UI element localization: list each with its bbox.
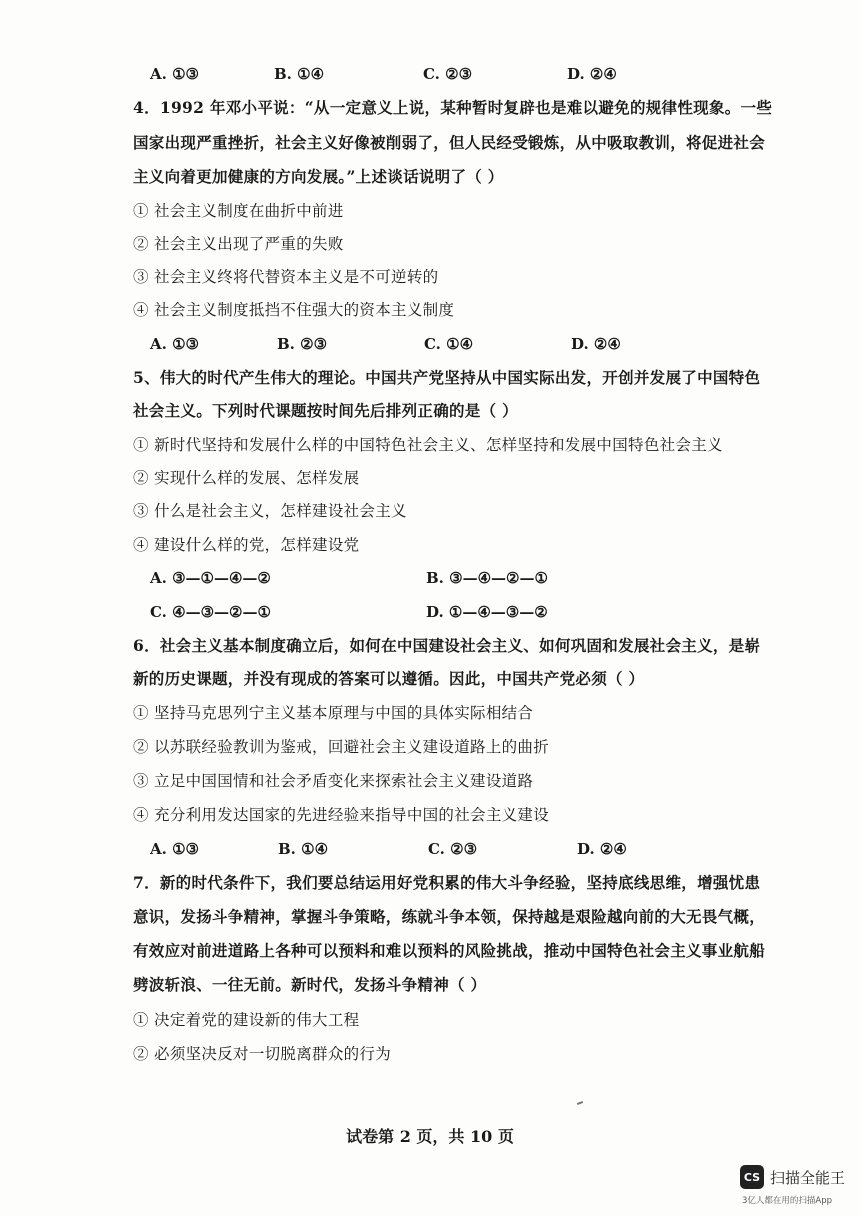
q6-option-a: A. ①③ <box>150 840 199 858</box>
q5-item-3: ③ 什么是社会主义，怎样建设社会主义 <box>133 502 407 520</box>
q6-item-3: ③ 立足中国国情和社会矛盾变化来探索社会主义建设道路 <box>133 772 534 790</box>
q6-option-c: C. ②③ <box>428 840 478 858</box>
q7-item-1: ① 决定着党的建设新的伟大工程 <box>133 1011 360 1029</box>
q4-item-2: ② 社会主义出现了严重的失败 <box>133 235 344 253</box>
q7-stem-line-2: 意识，发扬斗争精神，掌握斗争策略，练就斗争本领，保持越是艰险越向前的大无畏气概， <box>133 907 766 926</box>
q7-stem-line-3: 有效应对前进道路上各种可以预料和难以预料的风险挑战，推动中国特色社会主义事业航船 <box>133 941 766 960</box>
q5-option-c: C. ④—③—②—① <box>150 603 271 621</box>
q5-stem-line-2: 社会主义。下列时代课题按时间先后排列正确的是（ ） <box>133 401 518 420</box>
camscanner-icon: CS <box>740 1165 764 1189</box>
q4-item-4: ④ 社会主义制度抵挡不住强大的资本主义制度 <box>133 301 455 319</box>
q6-stem-line-2: 新的历史课题，并没有现成的答案可以遵循。因此，中国共产党必须（ ） <box>133 669 645 688</box>
q5-option-b: B. ③—④—②—① <box>426 569 548 587</box>
q4-item-3: ③ 社会主义终将代替资本主义是不可逆转的 <box>133 268 439 286</box>
q3-option-a: A. ①③ <box>150 65 199 83</box>
q3-option-b: B. ①④ <box>274 65 325 83</box>
q4-stem-line-2: 国家出现严重挫折，社会主义好像被削弱了，但人民经受锻炼，从中吸取教训，将促进社会 <box>133 133 766 152</box>
q7-stem-line-1: 7．新的时代条件下，我们要总结运用好党积累的伟大斗争经验，坚持底线思维，增强忧患 <box>133 873 761 892</box>
q4-stem-line-1: 4．1992 年邓小平说：“从一定意义上说，某种暂时复辟也是难以避免的规律性现象。一些 <box>133 98 773 117</box>
q7-stem-line-4: 劈波斩浪、一往无前。新时代，发扬斗争精神（ ） <box>133 975 487 994</box>
q4-stem-line-3: 主义向着更加健康的方向发展。”上述谈话说明了（ ） <box>133 167 504 186</box>
q5-option-d: D. ①—④—③—② <box>426 603 548 621</box>
q6-stem-line-1: 6．社会主义基本制度确立后，如何在中国建设社会主义、如何巩固和发展社会主义，是崭 <box>133 636 761 655</box>
q5-item-2: ② 实现什么样的发展、怎样发展 <box>133 469 360 487</box>
q3-option-d: D. ②④ <box>567 65 617 83</box>
q6-item-2: ② 以苏联经验教训为鉴戒，回避社会主义建设道路上的曲折 <box>133 738 550 756</box>
q6-item-4: ④ 充分利用发达国家的先进经验来指导中国的社会主义建设 <box>133 806 550 824</box>
scan-speck <box>577 1101 583 1105</box>
q6-item-1: ① 坚持马克思列宁主义基本原理与中国的具体实际相结合 <box>133 704 534 722</box>
q4-option-d: D. ②④ <box>571 335 621 353</box>
q5-stem-line-1: 5、伟大的时代产生伟大的理论。中国共产党坚持从中国实际出发，开创并发展了中国特色 <box>133 368 761 387</box>
q7-item-2: ② 必须坚决反对一切脱离群众的行为 <box>133 1045 392 1063</box>
page-footer: 试卷第 2 页，共 10 页 <box>346 1127 514 1146</box>
q4-option-a: A. ①③ <box>150 335 199 353</box>
watermark-name: 扫描全能王 <box>770 1168 846 1187</box>
q4-option-c: C. ①④ <box>424 335 474 353</box>
q3-option-c: C. ②③ <box>423 65 473 83</box>
scanner-watermark <box>740 1165 845 1189</box>
q4-option-b: B. ②③ <box>277 335 328 353</box>
q4-item-1: ① 社会主义制度在曲折中前进 <box>133 202 344 220</box>
q6-option-b: B. ①④ <box>278 840 329 858</box>
q5-item-4: ④ 建设什么样的党，怎样建设党 <box>133 536 360 554</box>
q6-option-d: D. ②④ <box>577 840 627 858</box>
q5-item-1: ① 新时代坚持和发展什么样的中国特色社会主义、怎样坚持和发展中国特色社会主义 <box>133 436 723 454</box>
watermark-tagline: 3亿人都在用的扫描App <box>742 1196 833 1206</box>
q5-option-a: A. ③—①—④—② <box>150 569 271 587</box>
